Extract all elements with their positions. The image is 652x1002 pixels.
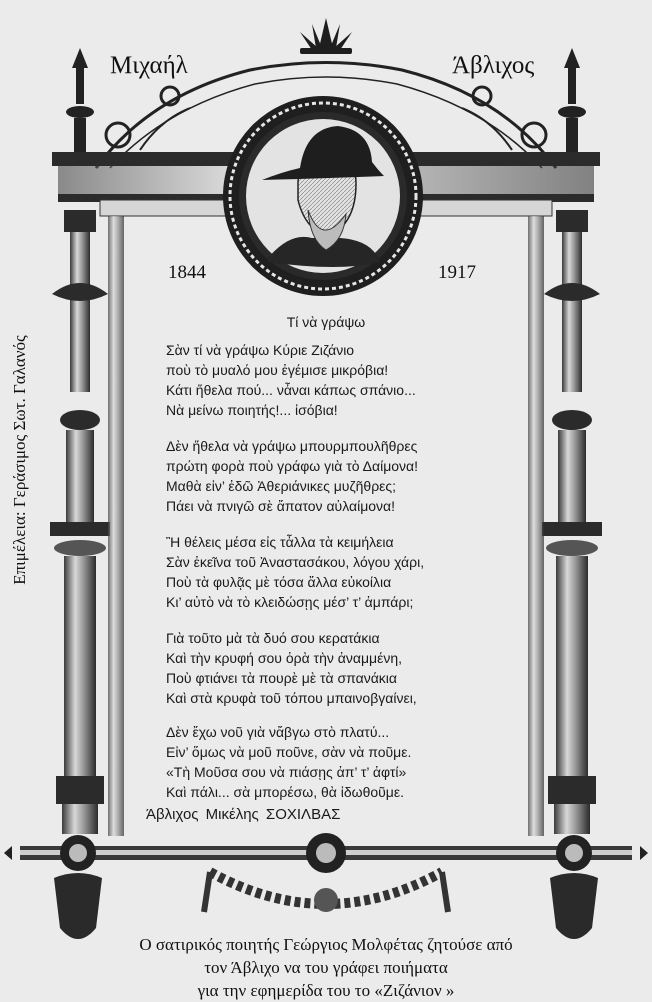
editor-credit: Επιμέλεια: Γεράσιμος Σωτ. Γαλανός — [10, 335, 29, 585]
bottom-rod — [4, 833, 648, 873]
right-column — [542, 210, 602, 834]
verse-line: Νὰ μείνω ποιητής!... ἰσόβια! — [166, 402, 338, 418]
verse-line: Γιὰ τοῦτο μὰ τὰ δυό σου κερατάκια — [166, 630, 380, 646]
stanza-1 — [166, 340, 416, 420]
verse-line: Μαθὰ εἰν’ ἐδῶ Ἀθεριάνικες μυζῆθρες; — [166, 478, 397, 494]
poem-title: Τί νὰ γράψω — [286, 314, 366, 330]
verse-line: Κάτι ἤθελα πού... νἆναι κάπως σπάνιο... — [166, 382, 416, 398]
verse-line: Ἢ θέλεις μέσα εἰς τἆλλα τὰ κειμήλεια — [166, 534, 394, 550]
verse-line: Σὰν τί νὰ γράψω Κύριε Ζιζάνιο — [166, 342, 355, 358]
verse-line: Ποὺ τὰ φυλᾷς μὲ τόσα ἄλλα εὐκοίλια — [166, 574, 392, 590]
author-first-name: Μιχαήλ — [110, 52, 188, 79]
stanza-5 — [166, 722, 411, 802]
verse-line: Ποὺ φτιάνει τὰ πουρὲ μὲ τὰ σπανάκια — [166, 670, 398, 686]
death-year: 1917 — [438, 262, 476, 283]
verse-line: Δὲν ἤθελα νὰ γράψω μπουρμπουλῆθρες — [166, 438, 418, 454]
verse-line: «Τὴ Μοῦσα σου νὰ πιάσῃς ἀπ’ τ’ ἀφτί» — [166, 764, 407, 780]
caption-line-2: τον Άβλιχο να του γράφει ποιήματα — [204, 958, 448, 977]
verse-line: Καὶ πάλι... σὰ μπορέσω, θὰ ἰδωθοῦμε. — [166, 784, 405, 800]
caption-line-3: για την εφημερίδα του το «Ζιζάνιον » — [197, 981, 455, 1000]
verse-line: ποὺ τὸ μυαλό μου ἐγέμισε μικρόβια! — [166, 362, 389, 378]
verse-line: Καὶ στὰ κρυφὰ τοῦ τόπου μπαινοβγαίνει, — [166, 690, 417, 706]
stanza-3 — [166, 532, 424, 612]
left-column — [50, 210, 110, 834]
portrait-medallion — [223, 96, 423, 296]
verse-line: Εἰν’ ὅμως νὰ μοῦ ποῦνε, σὰν νὰ ποῦμε. — [166, 744, 412, 760]
verse-line: Κι’ αὐτὸ νὰ τὸ κλειδώσῃς μέσ’ τ’ ἀμπάρι; — [166, 594, 414, 610]
verse-line: πρώτη φορὰ ποὺ γράφω γιὰ τὸ Δαίμονα! — [166, 458, 419, 474]
stanza-4 — [166, 628, 417, 708]
stanza-2 — [166, 436, 418, 516]
poem-signature: Άβλιχος Μικέλης ΣΟΧΙΛΒΑΣ — [146, 806, 341, 823]
verse-line: Δὲν ἔχω νοῦ γιὰ νἄβγω στὸ πλατύ... — [166, 724, 390, 740]
verse-line: Πάει νὰ πνιγῶ σὲ ἄπατον αὐλαίμονα! — [166, 498, 396, 514]
garland — [204, 872, 448, 912]
verse-line: Καὶ τὴν κρυφή σου ὀρὰ τὴν ἀναμμένη, — [166, 650, 402, 666]
birth-year: 1844 — [168, 262, 206, 283]
verse-line: Σὰν ἐκεῖνα τοῦ Ἀναστασάκου, λόγου χάρι, — [166, 554, 425, 570]
author-last-name: Άβλιχος — [452, 52, 535, 79]
caption-line-1: Ο σατιρικός ποιητής Γεώργιος Μολφέτας ζητούσε από — [139, 935, 513, 954]
palmette-ornament — [300, 18, 352, 54]
